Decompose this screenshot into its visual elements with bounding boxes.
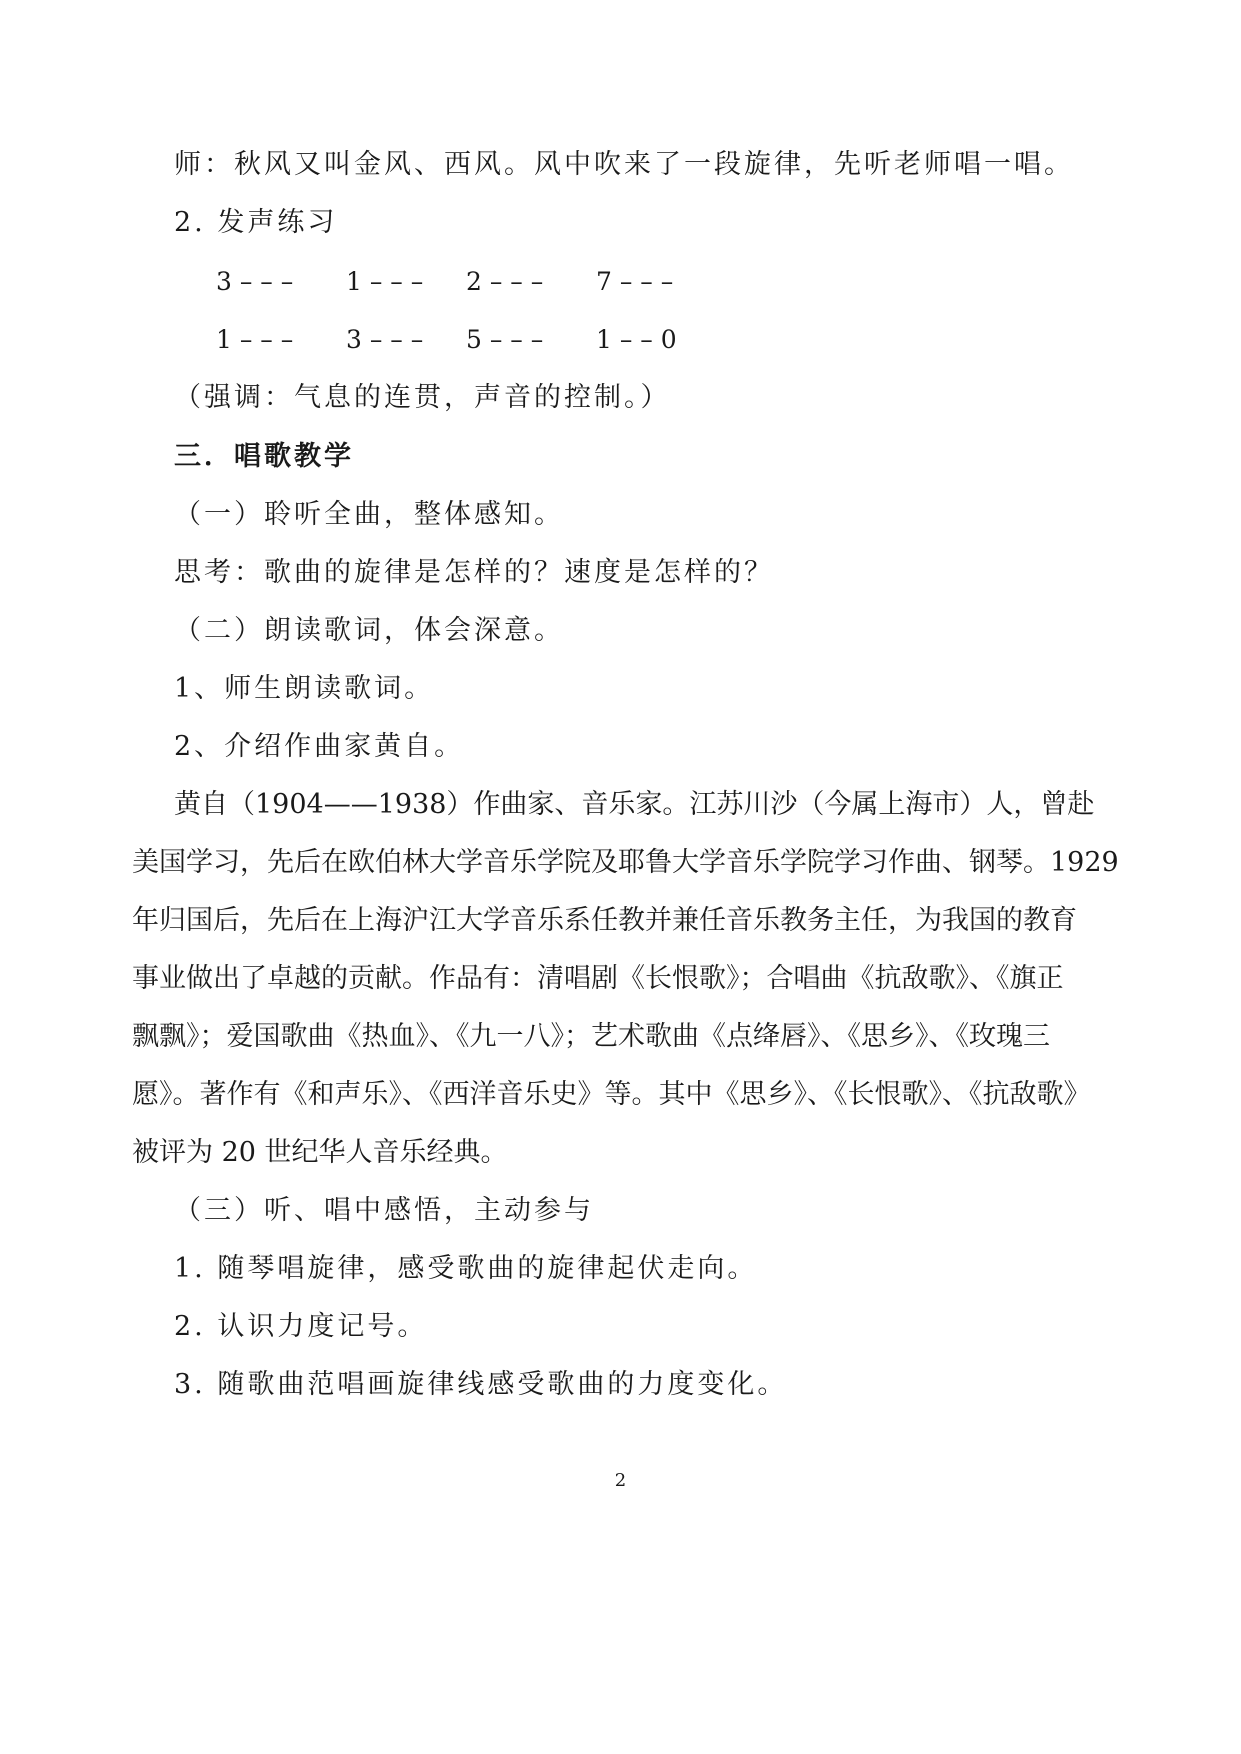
notation-measure: 2 – – – [466,267,544,296]
step-three-item-1: 1. 随琴唱旋律，感受歌曲的旋律起伏走向。 [174,1253,758,1284]
step-three-item-2: 2. 认识力度记号。 [174,1311,428,1342]
notation-measure: 5 – – – [466,325,544,354]
composer-paragraph-line: 黄自（1904——1938）作曲家、音乐家。江苏川沙（今属上海市）人，曾赴 [174,789,1095,820]
teacher-line: 师：秋风又叫金风、西风。风中吹来了一段旋律，先听老师唱一唱。 [174,149,1074,180]
notation-measure: 7 – – – [596,267,674,296]
emphasis-note: （强调：气息的连贯，声音的控制。） [174,382,671,413]
notation-measure: 1 – – – [346,267,424,296]
notation-measure: 3 – – – [346,325,424,354]
step-one: （一）聆听全曲，整体感知。 [174,499,564,530]
notation-measure: 1 – – – [216,325,294,354]
notation-measure: 1 – – 0 [596,325,677,354]
composer-paragraph-line: 被评为 20 世纪华人音乐经典。 [132,1137,508,1168]
think-question: 思考：歌曲的旋律是怎样的？速度是怎样的？ [174,557,774,588]
notation-row-1 [216,262,716,302]
composer-paragraph-line: 飘飘》；爱国歌曲《热血》、《九一八》；艺术歌曲《点绛唇》、《思乡》、《玫瑰三 [132,1021,1050,1052]
notation-row-2 [216,320,716,360]
composer-paragraph-line: 美国学习，先后在欧伯林大学音乐学院及耶鲁大学音乐学院学习作曲、钢琴。1929 [132,847,1119,878]
composer-paragraph-line: 年归国后，先后在上海沪江大学音乐系任教并兼任音乐教务主任，为我国的教育 [132,905,1077,936]
step-three-item-3: 3. 随歌曲范唱画旋律线感受歌曲的力度变化。 [174,1369,788,1400]
notation-measure: 3 – – – [216,267,294,296]
step-three: （三）听、唱中感悟，主动参与 [174,1195,594,1226]
composer-paragraph-line: 愿》。著作有《和声乐》、《西洋音乐史》等。其中《思乡》、《长恨歌》、《抗敌歌》 [132,1079,1091,1110]
step-two: （二）朗读歌词，体会深意。 [174,615,564,646]
vocal-practice-heading: 2. 发声练习 [174,207,338,238]
page-number: 2 [614,1470,627,1491]
step-two-item-1: 1、师生朗读歌词。 [174,673,435,704]
section-heading-singing: 三．唱歌教学 [174,441,354,472]
composer-paragraph-line: 事业做出了卓越的贡献。作品有：清唱剧《长恨歌》；合唱曲《抗敌歌》、《旗正 [132,963,1064,994]
step-two-item-2: 2、介绍作曲家黄自。 [174,731,465,762]
